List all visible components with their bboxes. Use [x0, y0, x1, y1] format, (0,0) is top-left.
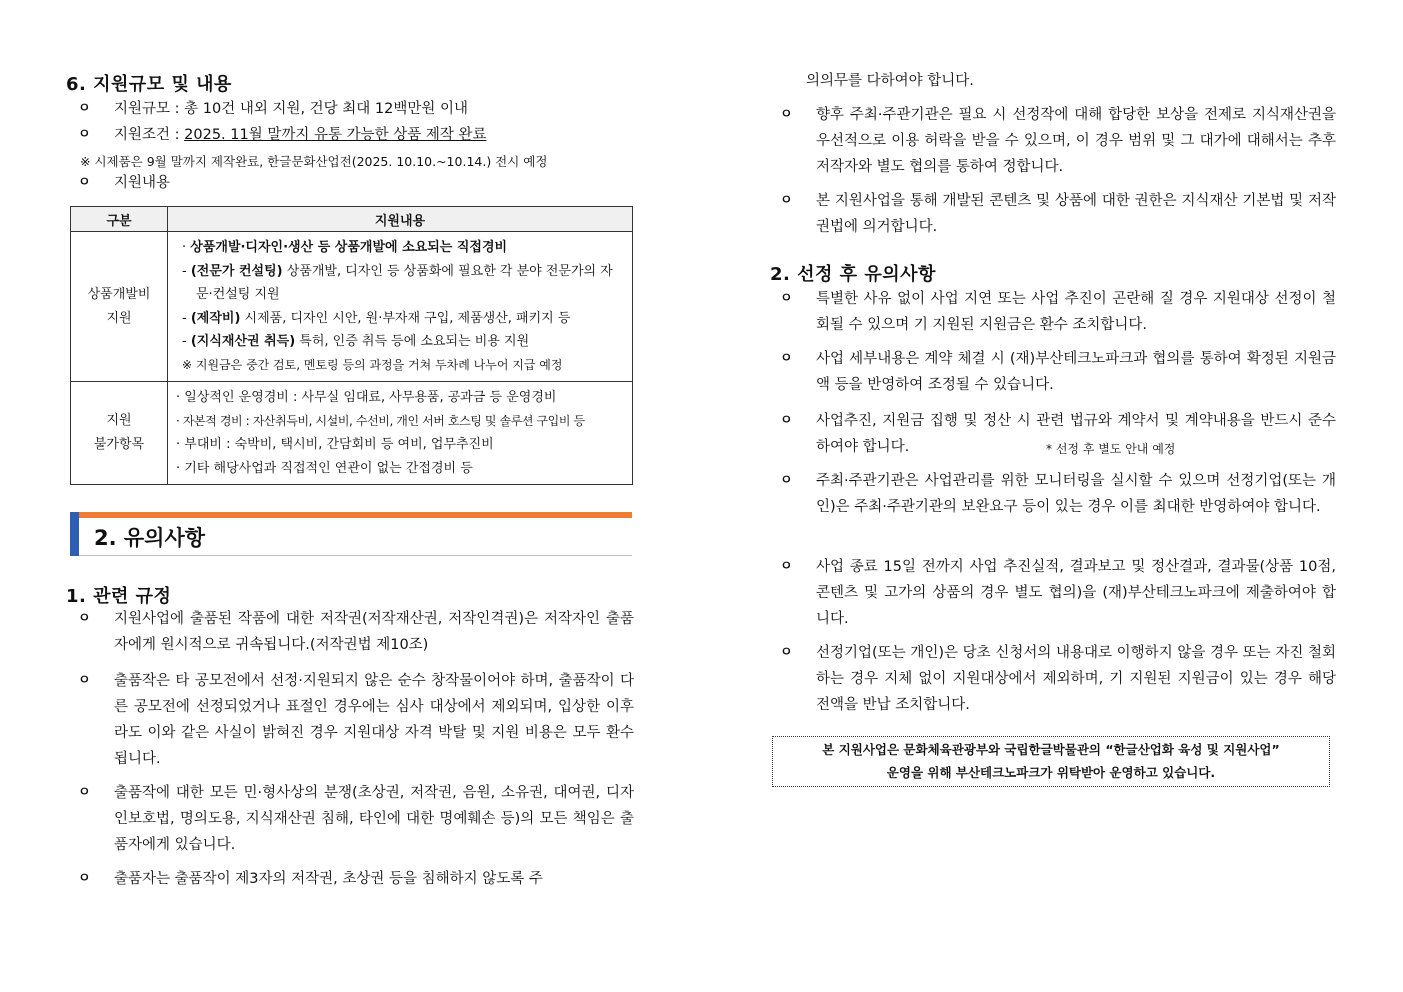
content-line: · 부대비 : 숙박비, 택시비, 간담회비 등 여비, 업무추진비	[176, 437, 494, 452]
category-cell	[71, 382, 168, 485]
list-item	[780, 286, 1336, 338]
item-text: 특허, 인증 취득 등에 소요되는 비용 지원	[295, 334, 530, 349]
section-bar-accent	[70, 512, 632, 518]
list-item	[780, 346, 1336, 398]
content-note: ※ 지원금은 중간 검토, 멘토링 등의 과정을 거쳐 두차례 나누어 지급 예정	[182, 357, 563, 372]
bullet-support-scale	[78, 96, 634, 122]
list-item	[780, 640, 1336, 718]
bullet-mark: ㅇ	[780, 473, 793, 488]
list-item	[780, 102, 1336, 180]
bullet-mark: ㅇ	[780, 413, 793, 428]
subsection-2-heading: 2. 선정 후 유의사항	[770, 264, 936, 285]
list-item	[780, 554, 1336, 632]
category-line: 불가항목	[93, 437, 145, 452]
bullet-mark: ㅇ	[780, 559, 793, 574]
bullet-support-content	[78, 170, 634, 196]
condition-label: 지원조건 :	[114, 127, 185, 143]
bullet-text: 주최·주관기관은 사업관리를 위한 모니터링을 실시할 수 있으며 선정기업(또는 개인)은 주최·주관기관의 보완요구 등이 있는 경우 이를 최대한 반영하여야 합니다.	[816, 473, 1336, 515]
table-row	[71, 232, 633, 382]
category-cell	[71, 232, 168, 382]
bullet-mark: ㅇ	[78, 175, 91, 190]
list-item	[78, 866, 634, 892]
bullet-text: 출품작에 대한 모든 민·형사상의 분쟁(초상권, 저작권, 음원, 소유권, 대여권, 디자인보호법, 명의도용, 지식재산권 침해, 타인에 대한 명예훼손 등)의 모든 책임은 출품자에게 있습니다.	[114, 785, 634, 853]
bullet-mark: ㅇ	[780, 193, 793, 208]
item-text: 부대비 : 숙박비, 택시비, 간담회비 등 여비, 업무추진비	[184, 437, 494, 452]
bullet-support-condition	[78, 122, 634, 148]
content-cell	[168, 382, 633, 485]
item-text: 기타 해당사업과 직접적인 연관이 없는 간접경비 등	[184, 460, 473, 476]
program-notice-box	[772, 736, 1330, 787]
bullet-text: 본 지원사업을 통해 개발된 콘텐츠 및 상품에 대한 권한은 지식재산 기본법 및 저작권법에 의거합니다.	[816, 193, 1336, 235]
content-cell	[168, 232, 633, 382]
subsection-1-heading: 1. 관련 규정	[66, 586, 172, 607]
category-line: 상품개발비	[87, 286, 151, 302]
bullet-text: 출품작은 타 공모전에서 선정·지원되지 않은 순수 창작물이어야 하며, 출품작이 다른 공모전에 선정되었거나 표절인 경우에는 심사 대상에서 제외되며, 입상한 이후라도 이와 같은 사실이 밝혀진 경우 지원대상 자격 박탈 및 지원 비용은 모두 환수됩니다.	[114, 673, 634, 767]
category-line: 지원	[106, 413, 132, 428]
notice-line: 운영을 위해 부산테크노파크가 위탁받아 운영하고 있습니다.	[886, 765, 1216, 780]
section-6-heading: 6. 지원규모 및 내용	[66, 74, 232, 95]
bullet-mark: ㅇ	[78, 127, 91, 142]
bullet-text: 지원내용	[114, 175, 171, 191]
table-row	[71, 382, 633, 485]
table-header-content: 지원내용	[168, 207, 633, 232]
bullet-text: 향후 주최·주관기관은 필요 시 선정작에 대해 합당한 보상을 전제로 지식재산권을 우선적으로 이용 허락을 받을 수 있으며, 이 경우 범위 및 그 대가에 대해서는 추후 저작자와 별도 협의를 통하여 정합니다.	[816, 107, 1336, 175]
bullet-mark: ㅇ	[78, 871, 91, 886]
item-bold: (지식재산권 취득)	[190, 334, 296, 349]
bullet-mark: ㅇ	[78, 785, 91, 800]
list-item	[780, 468, 1336, 546]
bullet-text: 사업 세부내용은 계약 체결 시 (재)부산테크노파크과 협의를 통하여 확정된 지원금액 등을 반영하여 조정될 수 있습니다.	[816, 351, 1336, 393]
continued-text: 의의무를 다하여야 합니다.	[806, 73, 974, 89]
item-text: 자본적 경비 : 자산취득비, 시설비, 수선비, 개인 서버 호스팅 및 솔루션 구입비 등	[182, 413, 585, 428]
bullet-mark: ㅇ	[780, 291, 793, 306]
bullet-mark: ㅇ	[78, 673, 91, 688]
sample-note: ※ 시제품은 9월 말까지 제작완료, 한글문화산업전(2025. 10.10.~10.14.) 전시 예정	[80, 154, 548, 169]
content-line: - (제작비) 시제품, 디자인 시안, 원·부자재 구입, 제품생산, 패키지 등	[182, 310, 571, 326]
bullet-mark: ㅇ	[780, 351, 793, 366]
content-line: - (지식재산권 취득) 특허, 인증 취득 등에 소요되는 비용 지원	[182, 334, 530, 349]
item-text: 상품개발, 디자인 등 상품화에 필요한 각 분야 전문가의 자문·컨설팅 지원	[196, 263, 613, 302]
category-line: 지원	[106, 310, 132, 326]
bullet-mark: ㅇ	[780, 107, 793, 122]
bullet-text: 사업 종료 15일 전까지 사업 추진실적, 결과보고 및 정산결과, 결과물(상품 10점, 콘텐츠 및 고가의 상품의 경우 별도 협의)을 (재)부산테크노파크에 제출하여야 합니다.	[816, 559, 1336, 627]
content-line: · 기타 해당사업과 직접적인 연관이 없는 간접경비 등	[176, 460, 473, 476]
selection-note: * 선정 후 별도 안내 예정	[1046, 442, 1176, 456]
support-table	[70, 206, 633, 485]
bullet-text: 선정기업(또는 개인)은 당초 신청서의 내용대로 이행하지 않을 경우 또는 자진 철회하는 경우 지체 없이 지원대상에서 제외하며, 기 지원된 지원금이 있는 경우 해당 전액을 반납 조치합니다.	[816, 645, 1336, 713]
content-line: · 상품개발·디자인·생산 등 상품개발에 소요되는 직접경비	[182, 240, 508, 255]
bullet-text: 지원사업에 출품된 작품에 대한 저작권(저작재산권, 저작인격권)은 저작자인 출품자에게 원시적으로 귀속됩니다.(저작권법 제10조)	[114, 611, 634, 653]
condition-underlined: 2025. 11월 말까지 유통 가능한 상품 제작 완료	[184, 127, 487, 143]
item-bold: (제작비)	[190, 310, 241, 326]
table-header-category: 구분	[71, 207, 168, 232]
bullet-text	[114, 122, 634, 148]
bullet-text: 특별한 사유 없이 사업 지연 또는 사업 추진이 곤란해 질 경우 지원대상 선정이 철회될 수 있으며 기 지원된 지원금은 환수 조치합니다.	[816, 291, 1336, 333]
content-line: · 일상적인 운영경비 : 사무실 임대료, 사무용품, 공과금 등 운영경비	[176, 390, 557, 405]
section-2-title: 2. 유의사항	[94, 526, 206, 550]
notice-line: 본 지원사업은 문화체육관광부와 국립한글박물관의 “한글산업화 육성 및 지원사업”	[822, 742, 1280, 757]
bullet-mark: ㅇ	[78, 611, 91, 626]
content-line: · 자본적 경비 : 자산취득비, 시설비, 수선비, 개인 서버 호스팅 및 솔루션 구입비 등	[176, 413, 585, 428]
item-text: 일상적인 운영경비 : 사무실 임대료, 사무용품, 공과금 등 운영경비	[184, 390, 557, 405]
content-main: 상품개발·디자인·생산 등 상품개발에 소요되는 직접경비	[190, 240, 508, 255]
bullet-mark: ㅇ	[780, 645, 793, 660]
list-item	[78, 668, 634, 772]
section-underline	[79, 555, 632, 556]
bullet-text: 출품자는 출품작이 제3자의 저작권, 초상권 등을 침해하지 않도록 주	[114, 871, 543, 887]
bullet-text: 사업추진, 지원금 집행 및 정산 시 관련 법규와 계약서 및 계약내용을 반드시 준수하여야 합니다.	[816, 413, 1336, 455]
list-item	[78, 606, 634, 658]
content-line: - (전문가 컨설팅) 상품개발, 디자인 등 상품화에 필요한 각 분야 전문가의 자문·컨설팅 지원	[182, 263, 613, 302]
bullet-text: 지원규모 : 총 10건 내외 지원, 건당 최대 12백만원 이내	[114, 101, 469, 117]
section-bar-marker	[70, 512, 79, 556]
list-item	[78, 780, 634, 858]
item-bold: (전문가 컨설팅)	[190, 263, 283, 279]
item-text: 시제품, 디자인 시안, 원·부자재 구입, 제품생산, 패키지 등	[240, 310, 571, 326]
list-item	[780, 188, 1336, 240]
bullet-mark: ㅇ	[78, 101, 91, 116]
